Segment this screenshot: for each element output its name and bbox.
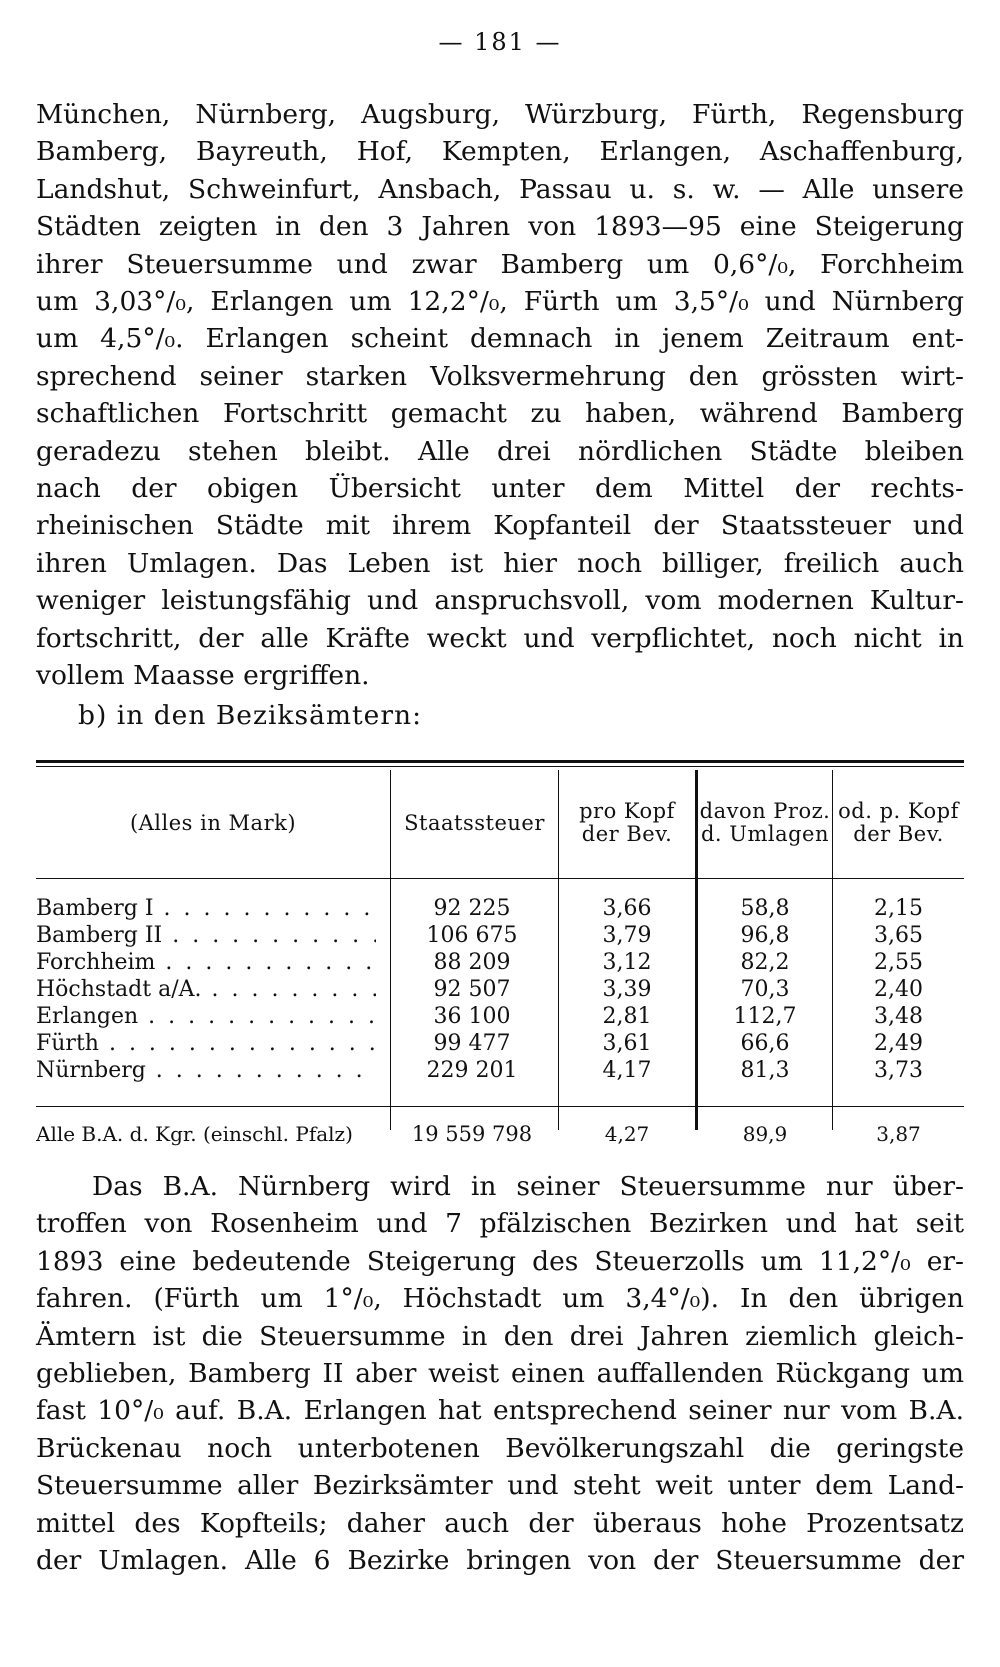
section-subheading: b) in den Beziksämtern:: [78, 700, 423, 731]
text-line: Landshut, Schweinfurt, Ansbach, Passau u. s. w. — Alle unsere: [36, 173, 964, 205]
row-name: Forchheim . . .: [36, 950, 376, 975]
table-row: [36, 923, 964, 950]
row-tax: 99 477: [433, 1031, 511, 1056]
row-per-head: 3,39: [602, 977, 652, 1002]
text-line: Bamberg, Bayreuth, Hof, Kempten, Erlangen, Aschaffenburg,: [36, 136, 964, 168]
text-line: München, Nürnberg, Augsburg, Würzburg, Fürth, Regensburg: [36, 99, 964, 130]
text-line: der Umlagen. Alle 6 Bezirke bringen von der Steuersumme der: [36, 1545, 964, 1577]
row-pct: 81,3: [740, 1058, 790, 1083]
table-row: [36, 1004, 964, 1031]
table-top-rule-thin: [36, 766, 964, 767]
text-line: mittel des Kopfteils; daher auch der überaus hohe Prozentsatz: [36, 1507, 964, 1539]
header-line: davon Proz.: [699, 799, 831, 823]
text-line: fahren. (Fürth um 1°/₀, Höchstadt um 3,4°/₀). In den übrigen: [36, 1283, 964, 1315]
page-number: — 181 —: [438, 28, 562, 56]
table-header-units: (Alles in Mark): [129, 811, 297, 835]
table-row: [36, 896, 964, 923]
table-row: [36, 977, 964, 1004]
text-line: Brückenau noch unterbotenen Bevölkerungszahl die geringste: [36, 1432, 964, 1464]
row-tax: 88 209: [433, 950, 511, 975]
row-per-head: 3,12: [602, 950, 652, 975]
table-body: [36, 896, 964, 1085]
table-header-pro-kopf: [559, 800, 695, 846]
row-tax: 92 225: [433, 896, 511, 921]
row-per-head: 3,66: [602, 896, 652, 921]
total-name: Alle B.A. d. Kgr. (einschl. Pfalz): [36, 1122, 353, 1146]
row-per-head: 4,17: [602, 1058, 652, 1083]
text-line: Städten zeigten in den 3 Jahren von 1893—95 eine Steigerung: [36, 211, 964, 243]
table-top-rule: [36, 760, 964, 763]
total-tax: 19 559 798: [411, 1122, 533, 1146]
row-per-head: 3,61: [602, 1031, 652, 1056]
row-tax: 106 675: [426, 923, 518, 948]
text-line: Das B.A. Nürnberg wird in seiner Steuersumme nur über-: [92, 1171, 964, 1202]
row-name: Fürth . . .: [36, 1031, 376, 1056]
row-tax: 36 100: [433, 1004, 511, 1029]
total-pct: 89,9: [742, 1122, 788, 1146]
row-per-head: 2,81: [602, 1004, 652, 1029]
row-levy-per-head: 2,40: [874, 977, 923, 1002]
row-name: Bamberg II . . .: [36, 923, 376, 948]
row-name: Bamberg I . . .: [36, 896, 376, 921]
text-line: sprechend seiner starken Volksvermehrung den grössten wirt-: [36, 360, 964, 392]
row-levy-per-head: 2,49: [874, 1031, 923, 1056]
table-header-staatssteuer: Staatssteuer: [404, 811, 545, 835]
table-header-umlagen-per-head: [833, 800, 964, 846]
row-pct: 58,8: [740, 896, 790, 921]
header-line: od. p. Kopf: [838, 799, 959, 823]
table-total-rule: [36, 1106, 964, 1107]
table-row: [36, 950, 964, 977]
row-levy-per-head: 2,15: [874, 896, 923, 921]
row-tax: 229 201: [426, 1058, 518, 1083]
row-name: Nürnberg . . .: [36, 1058, 376, 1083]
text-line: vollem Maasse ergriffen.: [36, 660, 370, 692]
table-row: [36, 1058, 964, 1085]
text-line: ihren Umlagen. Das Leben ist hier noch billiger, freilich auch: [36, 547, 964, 579]
table-total-row: [36, 1122, 964, 1149]
total-per-head: 4,27: [604, 1122, 650, 1146]
header-line: pro Kopf: [579, 799, 675, 823]
row-levy-per-head: 3,65: [874, 923, 923, 948]
header-line: der Bev.: [853, 822, 944, 846]
row-pct: 96,8: [740, 923, 790, 948]
row-name: Höchstadt a/A. . . .: [36, 977, 376, 1002]
row-levy-per-head: 2,55: [874, 950, 923, 975]
table-header-rule: [36, 878, 964, 879]
text-line: Ämtern ist die Steuersumme in den drei Jahren ziemlich gleich-: [36, 1320, 964, 1352]
text-line: rheinischen Städte mit ihrem Kopfanteil der Staatssteuer und: [36, 510, 964, 542]
text-line: geblieben, Bamberg II aber weist einen auffallenden Rückgang um: [36, 1358, 964, 1390]
row-pct: 82,2: [740, 950, 790, 975]
text-line: ihrer Steuersumme und zwar Bamberg um 0,6°/₀, Forchheim: [36, 248, 964, 280]
row-tax: 92 507: [433, 977, 511, 1002]
row-pct: 66,6: [740, 1031, 790, 1056]
text-line: um 4,5°/₀. Erlangen scheint demnach in jenem Zeitraum ent-: [36, 323, 964, 355]
text-line: geradezu stehen bleibt. Alle drei nördlichen Städte bleiben: [36, 435, 964, 467]
text-line: troffen von Rosenheim und 7 pfälzischen Bezirken und hat seit: [36, 1208, 964, 1240]
header-line: der Bev.: [581, 822, 673, 846]
text-line: weniger leistungsfähig und anspruchsvoll, vom modernen Kultur-: [36, 585, 964, 617]
row-levy-per-head: 3,48: [874, 1004, 923, 1029]
total-levy-per-head: 3,87: [876, 1122, 921, 1146]
table-row: [36, 1031, 964, 1058]
row-levy-per-head: 3,73: [874, 1058, 923, 1083]
table-header-umlagen-pct: [698, 800, 832, 846]
header-line: d. Umlagen: [700, 822, 830, 846]
text-line: nach der obigen Übersicht unter dem Mittel der rechts-: [36, 473, 964, 505]
paragraph-bottom: [36, 1168, 964, 1579]
row-per-head: 3,79: [602, 923, 652, 948]
paragraph-top: [36, 96, 964, 695]
text-line: 1893 eine bedeutende Steigerung des Steuerzolls um 11,2°/₀ er-: [36, 1245, 964, 1277]
text-line: Steuersumme aller Bezirksämter und steht weit unter dem Land-: [36, 1470, 964, 1502]
text-line: fast 10°/₀ auf. B.A. Erlangen hat entsprechend seiner nur vom B.A.: [36, 1395, 964, 1427]
text-line: fortschritt, der alle Kräfte weckt und verpflichtet, noch nicht in: [36, 622, 964, 654]
text-line: um 3,03°/₀, Erlangen um 12,2°/₀, Fürth um 3,5°/₀ und Nürnberg: [36, 286, 964, 318]
row-name: Erlangen . . .: [36, 1004, 376, 1029]
text-line: schaftlichen Fortschritt gemacht zu haben, während Bamberg: [36, 398, 964, 430]
row-pct: 112,7: [733, 1004, 797, 1029]
row-pct: 70,3: [740, 977, 790, 1002]
